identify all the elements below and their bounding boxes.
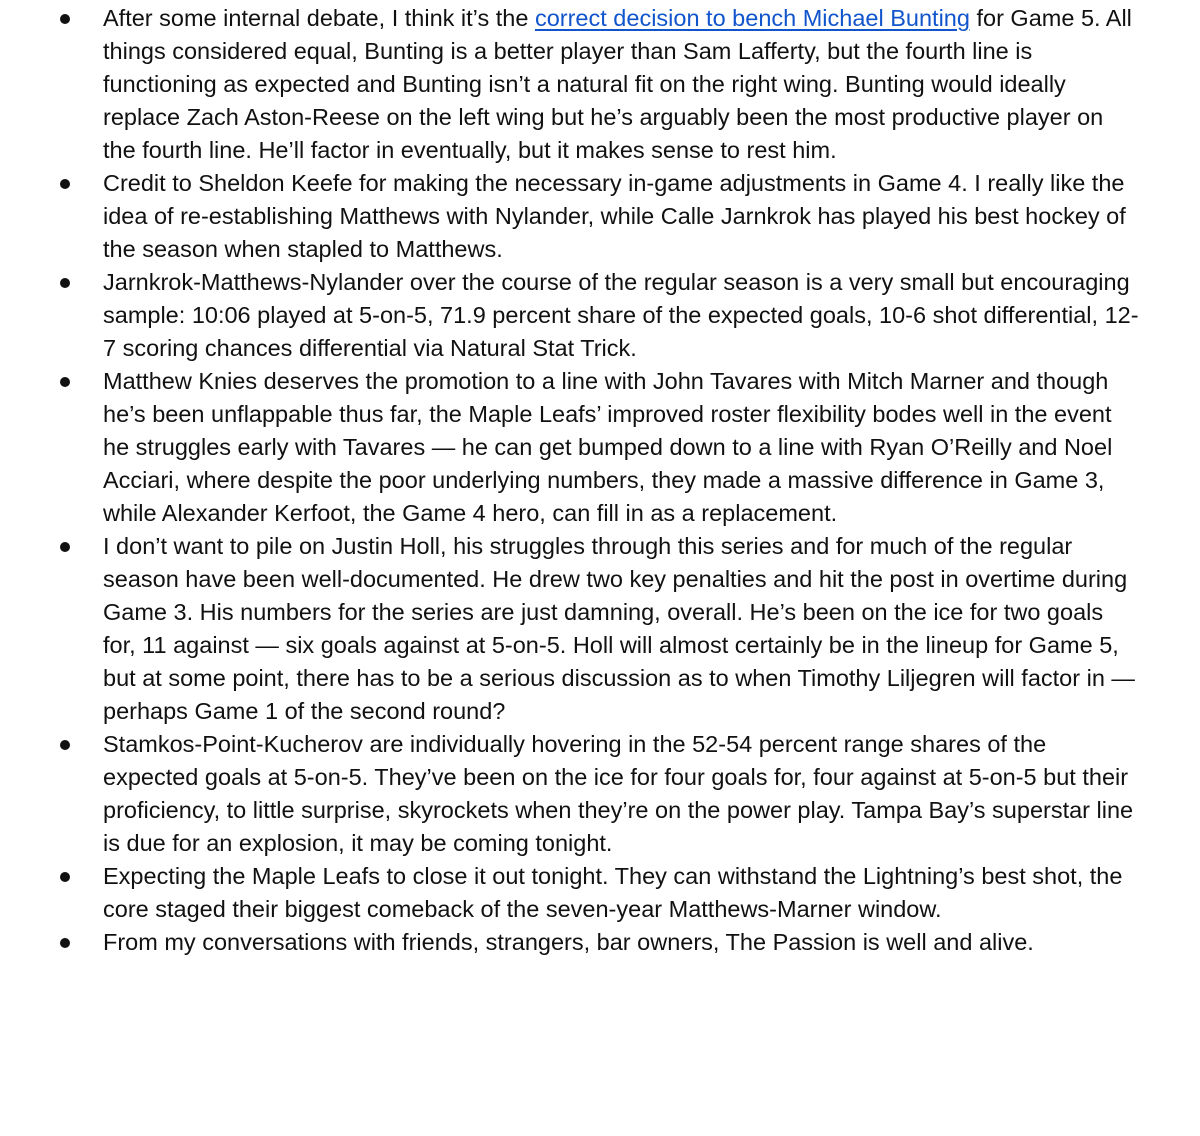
bullet-text: Expecting the Maple Leafs to close it out tonight. They can withstand the Lightning’s best shot, the core staged their biggest comeback of the seven-year Matthews-Marner window.	[103, 863, 1123, 922]
bullet-item-4	[0, 365, 1200, 530]
bullet-dot-icon	[60, 179, 70, 189]
bullet-text: From my conversations with friends, strangers, bar owners, The Passion is well and alive.	[103, 929, 1034, 955]
bullet-text: Stamkos-Point-Kucherov are individually hovering in the 52-54 percent range shares of the expected goals at 5-on-5. They’ve been on the ice for four goals for, four against at 5-on-5 but their proficiency, to little surprise, skyrockets when they’re on the power play. Tampa Bay’s superstar line is due for an explosion, it may be coming tonight.	[103, 731, 1134, 856]
bullet-dot-icon	[60, 938, 70, 948]
bullet-text: I don’t want to pile on Justin Holl, his struggles through this series and for much of the regular season have been well-documented. He drew two key penalties and hit the post in overtime during Game 3. His numbers for the series are just damning, overall. He’s been on the ice for two goals for, 11 against — six goals against at 5-on-5. Holl will almost certainly be in the lineup for Game 5, but at some point, there has to be a serious discussion as to when Timothy Liljegren will factor in — perhaps Game 1 of the second round?	[103, 533, 1135, 724]
bullet-text: Credit to Sheldon Keefe for making the necessary in-game adjustments in Game 4. I really like the idea of re-establishing Matthews with Nylander, while Calle Jarnkrok has played his best hockey of the season when stapled to Matthews.	[103, 170, 1126, 262]
bullet-item-7	[0, 860, 1200, 926]
bullet-item-1	[0, 2, 1200, 167]
bullet-text: After some internal debate, I think it’s the	[103, 5, 535, 31]
bullet-item-2	[0, 167, 1200, 266]
bullet-text: Jarnkrok-Matthews-Nylander over the course of the regular season is a very small but encouraging sample: 10:06 played at 5-on-5, 71.9 percent share of the expected goals, 10-6 shot differential, 12-7 scoring chances differential via Natural Stat Trick.	[103, 269, 1139, 361]
bullet-item-8	[0, 926, 1200, 959]
bullet-dot-icon	[60, 542, 70, 552]
bullet-item-5	[0, 530, 1200, 728]
bullet-text: for Game 5. All things considered equal, Bunting is a better player than Sam Lafferty, but the fourth line is functioning as expected and Bunting isn’t a natural fit on the right wing. Bunting would ideally replace Zach Aston-Reese on the left wing but he’s arguably been the most productive player on the fourth line. He’ll factor in eventually, but it makes sense to rest him.	[103, 5, 1132, 163]
bullet-dot-icon	[60, 740, 70, 750]
bullet-text: Matthew Knies deserves the promotion to a line with John Tavares with Mitch Marner and though he’s been unflappable thus far, the Maple Leafs’ improved roster flexibility bodes well in the event he struggles early with Tavares — he can get bumped down to a line with Ryan O’Reilly and Noel Acciari, where despite the poor underlying numbers, they made a massive difference in Game 3, while Alexander Kerfoot, the Game 4 hero, can fill in as a replacement.	[103, 368, 1113, 526]
document-body	[0, 2, 1200, 959]
bullet-dot-icon	[60, 14, 70, 24]
bench-bunting-link[interactable]: correct decision to bench Michael Bunting	[534, 5, 970, 31]
bullet-list	[0, 2, 1200, 959]
bullet-item-3	[0, 266, 1200, 365]
bullet-dot-icon	[60, 377, 70, 387]
bullet-dot-icon	[60, 278, 70, 288]
bullet-item-6	[0, 728, 1200, 860]
bullet-dot-icon	[60, 872, 70, 882]
